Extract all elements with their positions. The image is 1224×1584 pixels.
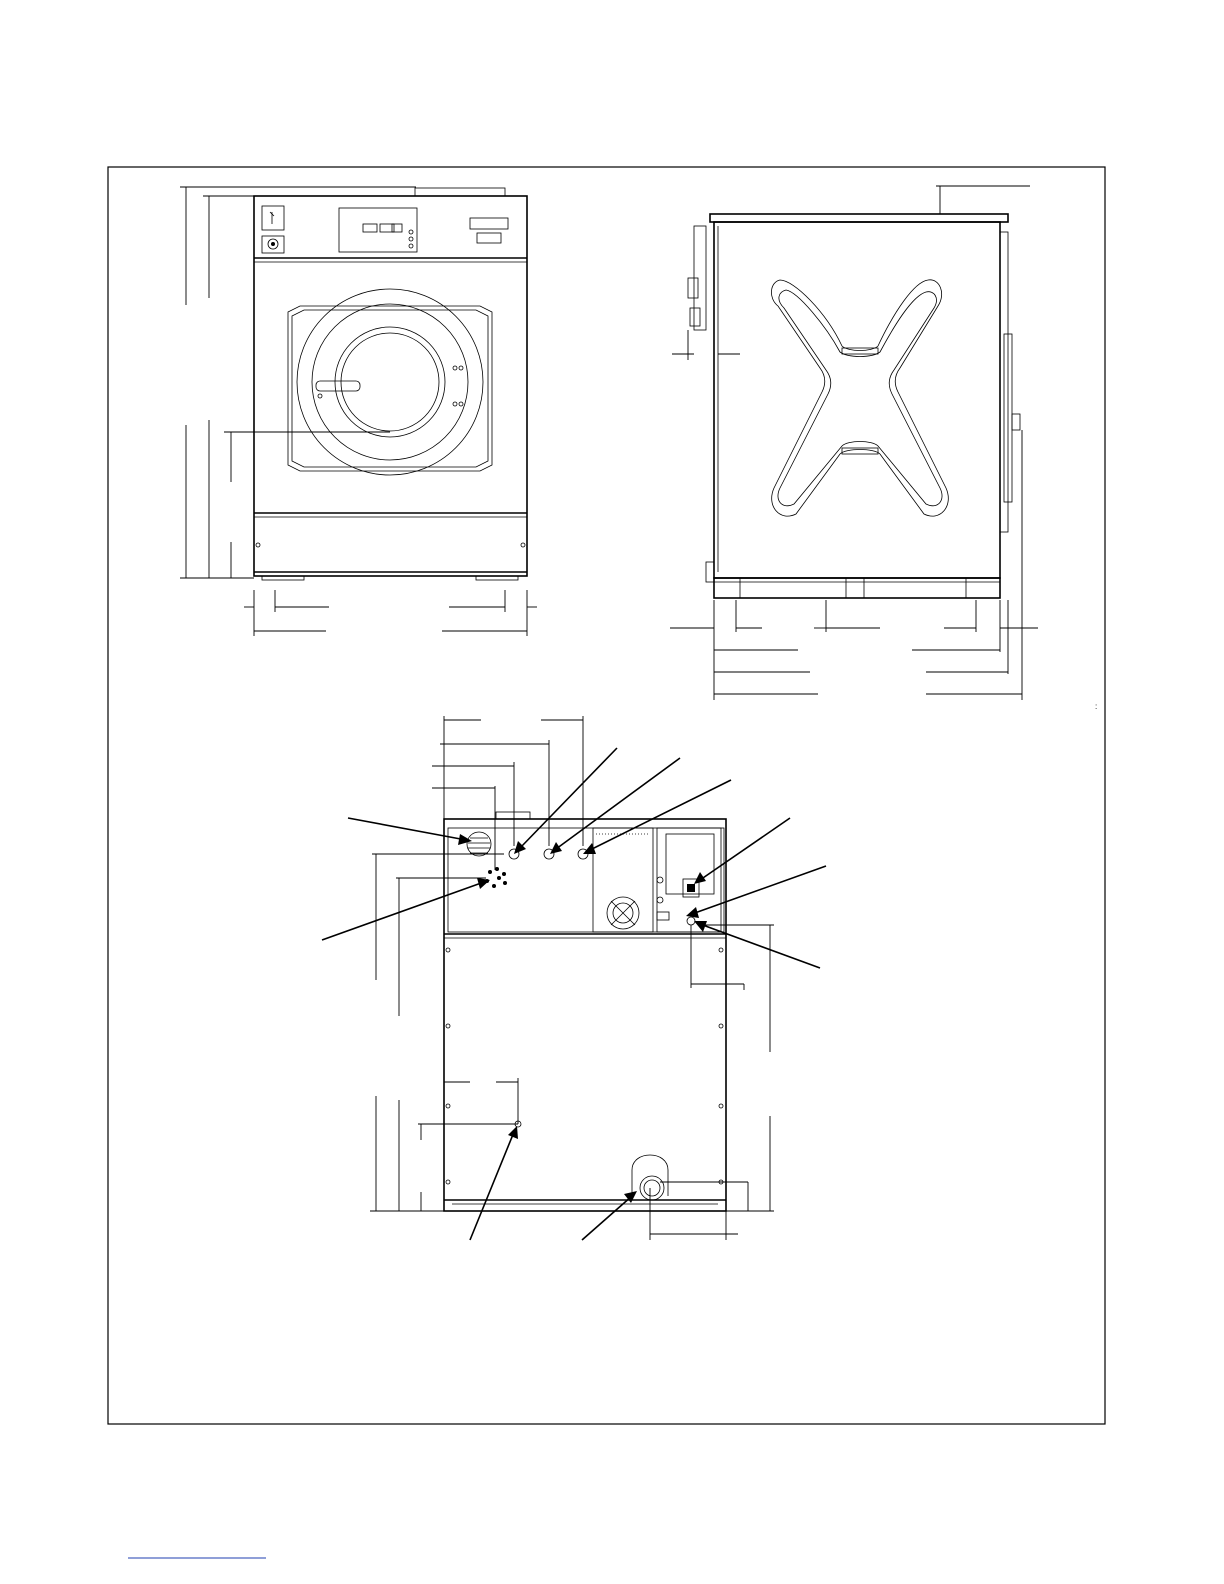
rear-cabinet bbox=[444, 819, 726, 1211]
side-top-panel bbox=[710, 214, 1008, 222]
vent-icon bbox=[467, 832, 491, 856]
control-display bbox=[339, 208, 417, 252]
figure-frame bbox=[108, 167, 1105, 1424]
side-cabinet bbox=[714, 222, 1000, 578]
door-ring bbox=[297, 289, 483, 475]
front-view bbox=[180, 187, 537, 636]
label-plate bbox=[470, 218, 508, 229]
side-dimension-lines bbox=[670, 330, 1038, 700]
front-dimension-lines bbox=[180, 187, 537, 636]
side-base bbox=[714, 578, 1000, 598]
door-handle bbox=[316, 381, 360, 391]
rear-view bbox=[322, 716, 826, 1240]
callout-leaders bbox=[322, 748, 826, 1240]
side-view bbox=[670, 186, 1038, 700]
supply-injection-points bbox=[485, 867, 507, 888]
door-frame bbox=[288, 306, 492, 471]
side-x-panel bbox=[771, 280, 948, 516]
ground-lug-icon bbox=[687, 917, 695, 925]
page-marker: : bbox=[1095, 702, 1098, 711]
front-cabinet bbox=[254, 196, 527, 576]
door-glass bbox=[335, 327, 445, 437]
coin-slot-icon bbox=[262, 206, 284, 230]
